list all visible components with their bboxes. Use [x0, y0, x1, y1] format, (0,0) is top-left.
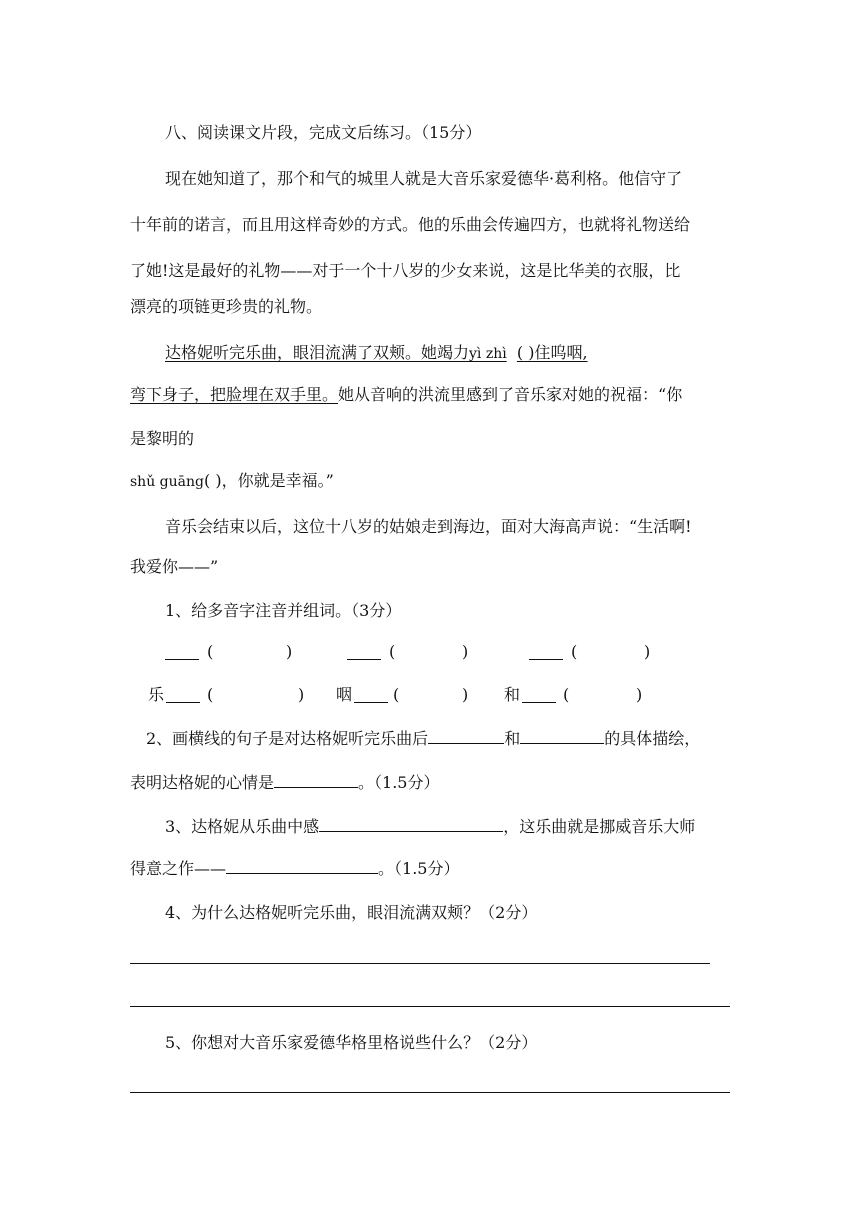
answer-blank[interactable]	[428, 728, 504, 744]
pinyin-prompt: yì zhì	[469, 346, 507, 362]
passage-line: 十年前的诺言，而且用这样奇妙的方式。他的乐曲会传遍四方，也就将礼物送给	[130, 215, 691, 234]
passage-text: 她从音响的洪流里感到了音乐家对她的祝福：“你	[338, 385, 683, 404]
paren-close: )	[644, 642, 651, 661]
passage-line: 漂亮的项链更珍贵的礼物。	[130, 297, 323, 316]
question-text: 和	[504, 729, 521, 748]
passage-line: 现在她知道了，那个和气的城里人就是大音乐家爱德华·葛利格。他信守了	[165, 169, 683, 188]
answer-line[interactable]	[130, 963, 710, 964]
answer-blank[interactable]	[226, 858, 378, 874]
passage-line: 了她!这是最好的礼物——对于一个十八岁的少女来说，这是比华美的衣服，比	[130, 261, 681, 280]
answer-blank[interactable]	[354, 687, 388, 703]
passage-line	[130, 470, 730, 493]
question-text: 3、达格妮从乐曲中感	[165, 817, 320, 836]
paren-close: )	[462, 685, 469, 704]
paren-open: (	[571, 642, 578, 661]
question-2-cont	[130, 772, 730, 794]
question-text: ，这乐曲就是挪威音乐大师	[503, 817, 696, 836]
underlined-text: 达格妮听完乐曲，眼泪流满了双颊。她竭力	[165, 343, 470, 362]
paren-close: )	[298, 685, 305, 704]
answer-line[interactable]	[130, 1092, 730, 1093]
question-3	[165, 816, 765, 838]
underlined-text: 弯下身子，把脸埋在双手里。	[130, 385, 339, 404]
answer-blank[interactable]	[522, 687, 556, 703]
paren-open: (	[389, 642, 396, 661]
question-text: 得意之作——	[130, 859, 227, 878]
paren-close: )	[286, 642, 293, 661]
answer-blank[interactable]	[165, 644, 199, 660]
passage-line: 我爱你——”	[130, 557, 219, 576]
answer-blank[interactable]	[347, 644, 381, 660]
paren-open: (	[563, 685, 570, 704]
question-1: 1、给多音字注音并组词。（3分）	[165, 601, 402, 620]
paren-open: (	[207, 685, 214, 704]
paren-open: (	[393, 685, 400, 704]
question-4: 4、为什么达格妮听完乐曲，眼泪流满双颊？（2分）	[165, 903, 538, 922]
pinyin-prompt: shǔ guāng	[130, 474, 204, 490]
passage-line	[130, 384, 730, 406]
answer-blank[interactable]	[529, 644, 563, 660]
polyphone-char: 乐	[148, 685, 165, 704]
question-3-cont	[130, 858, 730, 880]
question-text: 2、画横线的句子是对达格妮听完乐曲后	[146, 729, 429, 748]
question-2	[146, 728, 746, 750]
polyphone-char: 咽	[336, 685, 353, 704]
polyphone-char: 和	[504, 685, 521, 704]
answer-line[interactable]	[130, 1006, 730, 1007]
answer-blank[interactable]	[319, 816, 503, 832]
paren-close: )	[462, 642, 469, 661]
answer-parentheses[interactable]: ( )	[203, 471, 222, 490]
passage-text: ，你就是幸福。”	[221, 471, 334, 490]
question-text: 。（1.5分）	[358, 773, 440, 792]
answer-parentheses[interactable]: ( )	[516, 343, 535, 362]
answer-blank[interactable]	[166, 687, 200, 703]
passage-line: 是黎明的	[130, 429, 195, 448]
underlined-text: 住呜咽,	[534, 343, 588, 362]
underlined-sentence-line	[165, 342, 765, 365]
section-title: 八、阅读课文片段，完成文后练习。（15分）	[165, 123, 482, 142]
question-text: 的具体描绘，	[604, 729, 701, 748]
paren-close: )	[636, 685, 643, 704]
answer-blank[interactable]	[274, 772, 358, 788]
question-text: 。（1.5分）	[378, 859, 460, 878]
passage-line: 音乐会结束以后，这位十八岁的姑娘走到海边，面对大海高声说：“生活啊!	[165, 517, 692, 536]
paren-open: (	[207, 642, 214, 661]
question-5: 5、你想对大音乐家爱德华格里格说些什么？（2分）	[165, 1033, 538, 1052]
answer-blank[interactable]	[520, 728, 604, 744]
question-text: 表明达格妮的心情是	[130, 773, 275, 792]
